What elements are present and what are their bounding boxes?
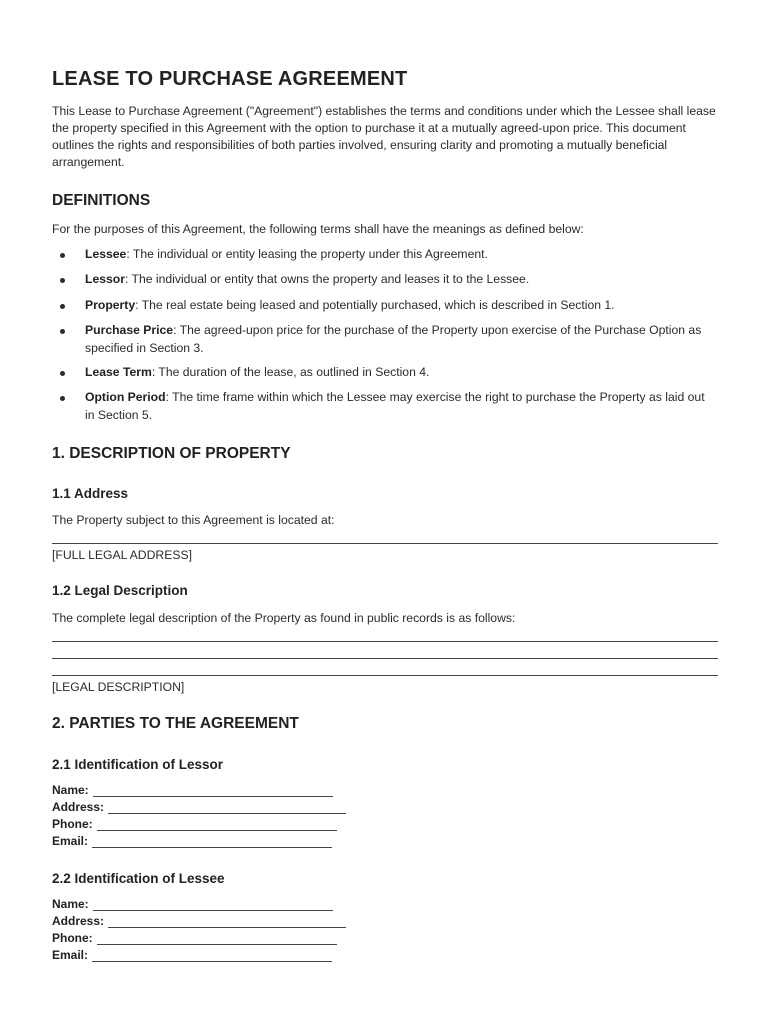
email-blank[interactable] (92, 835, 332, 848)
bullet-icon (60, 371, 65, 376)
bullet-icon (60, 329, 65, 334)
lessor-address-field[interactable] (52, 800, 346, 814)
address-heading: 1.1 Address (52, 486, 129, 501)
bullet-icon (60, 304, 65, 309)
definition-text: : The time frame within which the Lessee may exercise the right to purchase the Property as laid out in Section 5. (85, 390, 705, 422)
email-blank[interactable] (92, 949, 332, 962)
definition-text: : The duration of the lease, as outlined in Section 4. (151, 365, 430, 379)
bullet-icon (60, 278, 65, 283)
address-line (52, 543, 718, 544)
definition-text: : The agreed-upon price for the purchase of the Property upon exercise of the Purchase Option as specified in Section 3. (85, 323, 702, 355)
field-label: Phone: (52, 817, 93, 831)
legal-description-line (52, 675, 718, 676)
lessee-name-field[interactable] (52, 897, 333, 911)
definitions-lead: For the purposes of this Agreement, the following terms shall have the meanings as defined below: (52, 222, 584, 236)
phone-blank[interactable] (97, 932, 337, 945)
address-text: The Property subject to this Agreement is located at: (52, 513, 335, 527)
legal-description-text: The complete legal description of the Property as found in public records is as follows: (52, 611, 516, 625)
definitions-heading: DEFINITIONS (52, 192, 151, 209)
section2-heading: 2. PARTIES TO THE AGREEMENT (52, 715, 299, 732)
lessor-email-field[interactable] (52, 834, 332, 848)
address-blank[interactable] (108, 915, 346, 928)
definition-text: : The individual or entity that owns the property and leases it to the Lessee. (124, 272, 530, 286)
lessor-name-field[interactable] (52, 783, 333, 797)
field-label: Email: (52, 948, 89, 962)
lessee-heading: 2.2 Identification of Lessee (52, 871, 225, 886)
definition-term: Lessee (85, 247, 127, 261)
field-label: Address: (52, 800, 105, 814)
definition-text: : The real estate being leased and potentially purchased, which is described in Section 1. (135, 298, 615, 312)
address-blank[interactable] (108, 801, 346, 814)
field-label: Name: (52, 897, 89, 911)
lessee-phone-field[interactable] (52, 931, 337, 945)
address-placeholder: [FULL LEGAL ADDRESS] (52, 548, 192, 562)
lessor-heading: 2.1 Identification of Lessor (52, 757, 224, 772)
name-blank[interactable] (93, 898, 333, 911)
field-label: Phone: (52, 931, 93, 945)
lessee-address-field[interactable] (52, 914, 346, 928)
legal-description-line (52, 641, 718, 642)
section1-heading: 1. DESCRIPTION OF PROPERTY (52, 445, 291, 462)
definition-text: : The individual or entity leasing the property under this Agreement. (126, 247, 488, 261)
lessor-phone-field[interactable] (52, 817, 337, 831)
legal-description-heading: 1.2 Legal Description (52, 583, 188, 598)
bullet-icon (60, 253, 65, 258)
definition-term: Purchase Price (85, 323, 174, 337)
field-label: Address: (52, 914, 105, 928)
definition-term: Option Period (85, 390, 166, 404)
field-label: Email: (52, 834, 89, 848)
definition-term: Lessor (85, 272, 125, 286)
field-label: Name: (52, 783, 89, 797)
legal-description-line (52, 658, 718, 659)
legal-description-placeholder: [LEGAL DESCRIPTION] (52, 680, 185, 694)
definition-term: Property (85, 298, 136, 312)
name-blank[interactable] (93, 784, 333, 797)
bullet-icon (60, 396, 65, 401)
intro-paragraph: This Lease to Purchase Agreement ("Agreement") establishes the terms and conditions under which the Lessee shall lease the property specified in this Agreement with the option to purchase it at a mutually agreed-upon price. This document outlines the rights and responsibilities of both parties involved, ensuring clarity and promoting a mutually beneficial arrangement. (52, 104, 716, 170)
lessee-email-field[interactable] (52, 948, 332, 962)
definition-term: Lease Term (85, 365, 152, 379)
phone-blank[interactable] (97, 818, 337, 831)
document-title: LEASE TO PURCHASE AGREEMENT (52, 68, 408, 90)
